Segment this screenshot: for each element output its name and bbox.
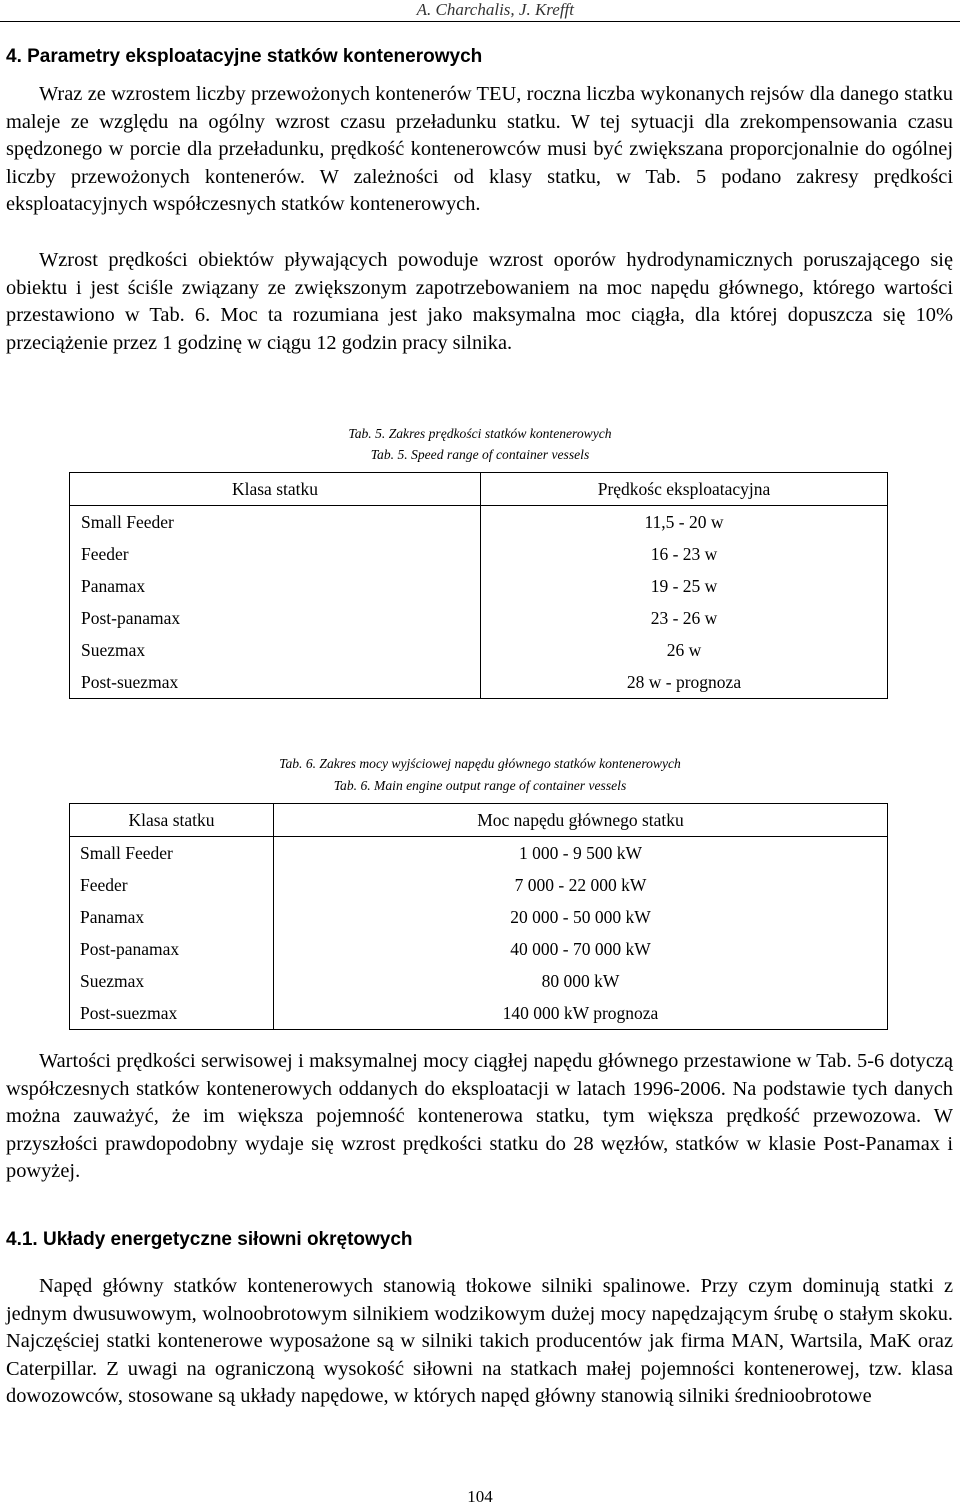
table5-cell-speed: 11,5 - 20 w — [481, 506, 888, 539]
table-row — [70, 666, 888, 699]
table-row — [70, 997, 888, 1030]
section-title: 4. Parametry eksploatacyjne statków kontenerowych — [6, 46, 483, 67]
paragraph-2: Wzrost prędkości obiektów pływających powoduje wzrost oporów hydrodynamicznych poruszającego się obiektu i jest ściśle związany ze zwiększonym zapotrzebowaniem na moc napędu głównego, którego wartości przestawiono w Tab. 6. Moc ta rozumiana jest jako maksymalna moc ciągła, dla której dopuszcza się 10% przeciążenie przez 1 godzinę w ciągu 12 godzin pracy silnika. — [6, 249, 953, 354]
running-header: A. Charchalis, J. Krefft — [416, 0, 574, 19]
table6-cell-power: 7 000 - 22 000 kW — [274, 869, 888, 901]
header-rule — [0, 21, 960, 22]
table-row — [70, 933, 888, 965]
table6-cell-class: Panamax — [80, 906, 145, 927]
table5-cell-class: Small Feeder — [81, 511, 174, 532]
table6-cell-power: 20 000 - 50 000 kW — [274, 901, 888, 933]
table6-cell-class: Post-suezmax — [80, 1002, 178, 1023]
table5-cell-speed: 16 - 23 w — [481, 538, 888, 570]
table5-caption-en: Tab. 5. Speed range of container vessels — [370, 447, 590, 462]
table6-cell-class: Feeder — [80, 874, 128, 895]
table6-cell-power: 1 000 - 9 500 kW — [274, 837, 888, 870]
table-row — [70, 506, 888, 539]
table5-cell-class: Feeder — [81, 543, 129, 564]
table5-cell-class: Post-panamax — [81, 607, 181, 628]
table6-cell-power: 80 000 kW — [274, 965, 888, 997]
table-row — [70, 570, 888, 602]
table6-cell-power: 40 000 - 70 000 kW — [274, 933, 888, 965]
paragraph-1: Wraz ze wzrostem liczby przewożonych kontenerów TEU, roczna liczba wykonanych rejsów dla danego statku maleje ze względu na ogólny wzrost czasu przeładunku statku. W tej sytuacji dla zrekompensowania czasu spędzonego w porcie dla przeładunku, prędkość kontenerowców musi być zwiększana proporcjonalnie do ogólnej liczby przewożonych kontenerów. W zależności od klasy statku, w Tab. 5 podano zakresy prędkości eksploatacyjnych współczesnych statków kontenerowych. — [6, 83, 953, 216]
paragraph-subsection: Napęd główny statków kontenerowych stanowią tłokowe silniki spalinowe. Przy czym dominują statki z jednym dwusuwowym, wolnoobrotowym silnikiem wodzikowym dużej mocy napędzającym śrubę o stałym skoku. Najczęściej statki kontenerowe wyposażone są w silniki takich producentów jak firma MAN, Wartsila, MaK oraz Caterpillar. Z uwagi na ograniczoną wysokość siłowni na statkach małej pojemności kontenerowej, tzw. klasa dowozowców, stosowane są układy napędowe, w których napęd główny stanowią silniki średnioobrotowe — [6, 1275, 953, 1408]
table6-header-power: Moc napędu głównego statku — [274, 804, 888, 837]
table5-cell-speed: 19 - 25 w — [481, 570, 888, 602]
table6-header-row — [70, 804, 888, 837]
table5-cell-speed: 26 w — [481, 634, 888, 666]
table5-header-row — [70, 473, 888, 506]
table5-caption-pl: Tab. 5. Zakres prędkości statków kontenerowych — [348, 426, 612, 441]
paragraph-after-tables: Wartości prędkości serwisowej i maksymalnej mocy ciągłej napędu głównego przestawione w Tab. 5-6 dotyczą współczesnych statków kontenerowych oddanych do eksploatacji w latach 1996-2006. Na podstawie tych danych można zauważyć, że im większa pojemność kontenerowa statku, tym większa prędkość przewozowa. W przyszłości prawdopodobny wydaje się wzrost prędkości statku do 28 węzłów, statków w klasie Post-Panamax i powyżej. — [6, 1050, 953, 1183]
table-row — [70, 538, 888, 570]
table-row — [70, 634, 888, 666]
table-row — [70, 837, 888, 870]
table-row — [70, 901, 888, 933]
table5-cell-class: Panamax — [81, 575, 146, 596]
table-row — [70, 965, 888, 997]
table5-header-class: Klasa statku — [70, 473, 481, 506]
table5-cell-speed: 23 - 26 w — [481, 602, 888, 634]
table6-cell-power: 140 000 kW prognoza — [274, 997, 888, 1030]
table5-cell-class: Post-suezmax — [81, 671, 179, 692]
table6-caption-pl: Tab. 6. Zakres mocy wyjściowej napędu głównego statków kontenerowych — [279, 756, 681, 771]
table-row — [70, 602, 888, 634]
page-number: 104 — [467, 1487, 493, 1506]
table-row — [70, 869, 888, 901]
table6-cell-class: Suezmax — [80, 970, 145, 991]
table5 — [69, 472, 888, 699]
table5-header-speed: Prędkośc eksploatacyjna — [481, 473, 888, 506]
table6-header-class: Klasa statku — [70, 804, 274, 837]
table5-cell-class: Suezmax — [81, 639, 146, 660]
subsection-title: 4.1. Układy energetyczne siłowni okrętowych — [6, 1229, 413, 1250]
table6-cell-class: Small Feeder — [80, 842, 173, 863]
table6-cell-class: Post-panamax — [80, 938, 180, 959]
table5-cell-speed: 28 w - prognoza — [481, 666, 888, 699]
table6-caption-en: Tab. 6. Main engine output range of container vessels — [333, 778, 627, 793]
table6 — [69, 803, 888, 1030]
